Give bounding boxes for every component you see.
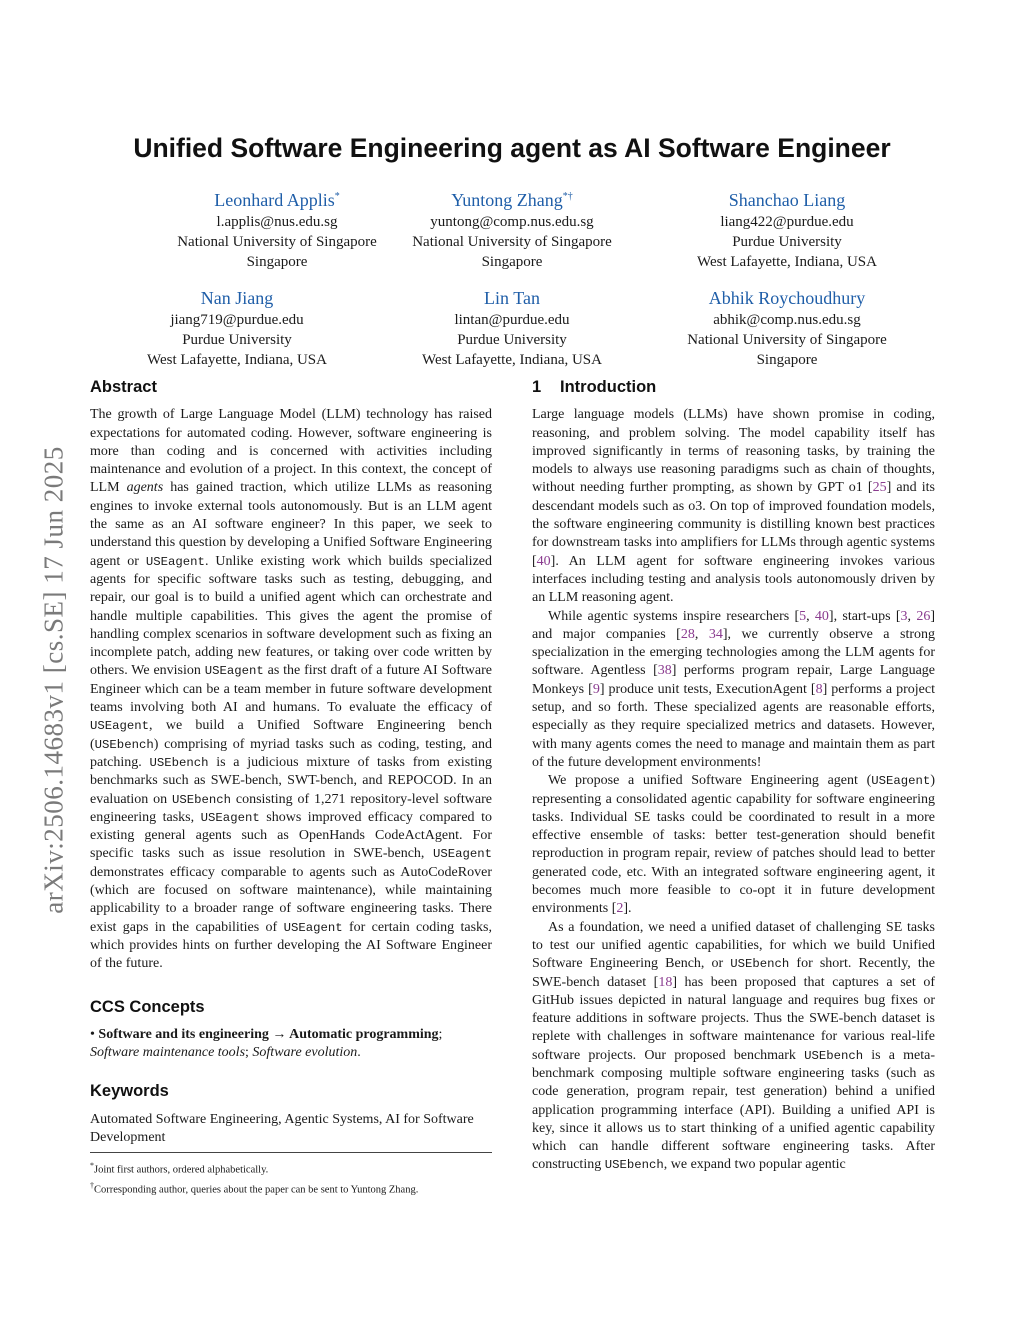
keywords-heading: Keywords <box>90 1082 169 1101</box>
keywords-text: Automated Software Engineering, Agentic Systems, AI for Software Development <box>90 1111 474 1145</box>
author-affiliation: Purdue University <box>457 332 567 348</box>
abstract-heading: Abstract <box>90 378 157 396</box>
author-email[interactable]: abhik@comp.nus.edu.sg <box>713 312 861 328</box>
citation-link[interactable]: 18 <box>658 974 673 990</box>
author-email[interactable]: jiang719@purdue.edu <box>170 312 304 328</box>
intro-paragraph: As a foundation, we need a unified dataset of challenging SE tasks to test our unified agentic capabilities, for which we build Unified Software Engineering Bench, or USEbench for short. Recently, the SWE-bench dataset [18] has been proposed that captures a set of GitHub issues depicted in natural language and requires bug fixes or feature additions in software projects. Thus the SWE-bench dataset is replete with challenges in software maintenance for various real-life software projects. Our proposed benchmark USEbench is a meta-benchmark composing multiple software engineering tasks (such as code generation, program repair, test generation) behind a unified application programming interface (API). Building a unified API is key, since it allows us to start thinking of a unified agentic capability which can handle different software engineering tasks. After constructing USEbench, we expand two popular agentic <box>532 919 936 1173</box>
author-name[interactable]: Yuntong Zhang*† <box>451 190 573 210</box>
author-location: Singapore <box>481 254 543 270</box>
abstract-text: The growth of Large Language Model (LLM) technology has raised expectations for automated coding. However, software engineering is more than coding and is concerned with activities including maintenance and evolution of a project. In this context, the concept of LLM agents has gained traction, which utilize LLMs as reasoning engines to invoke external tools autonomously. But is an LLM agent the same as an AI software engineer? In this paper, we seek to understand this question by developing a Unified Software Engineering agent or USEagent. Unlike existing work which builds specialized agents for specific software tasks such as testing, debugging, and repair, our goal is to build a unified agent which can orchestrate and handle multiple capabilities. This gives the agent the promise of handling complex scenarios in software development such as fixing an incomplete patch, adding new features, or taking over code written by others. We envision USEagent as the first draft of a future AI Software Engineer which can be a team member in future software development teams involving both AI and humans. To evaluate the efficacy of USEagent, we build a Unified Software Engineering bench (USEbench) comprising of myriad tasks such as coding, testing, and patching. USEbench is a judicious mixture of tasks from existing benchmarks such as SWE-bench, SWT-bench, and REPOCOD. In an evaluation on USEbench consisting of 1,271 repository-level software engineering tasks, USEagent shows improved efficacy compared to existing general agents such as OpenHands CodeActAgent. For specific tasks such as issue resolution in SWE-bench, USEagent demonstrates efficacy comparable to agents such as AutoCodeRover (which are focused on software maintenance), while maintaining applicability to a broader range of software engineering tasks. There exist gaps in the capabilities of USEagent for certain coding tasks, which provides hints on further developing the AI Software Engineer of the future. <box>90 407 493 972</box>
author-block <box>362 284 662 370</box>
intro-paragraph: We propose a unified Software Engineering agent (USEagent) representing a consolidated agentic capability for software engineering tasks. Individual SE tasks could be coordinated to result in a more effective ensemble of tasks: better test-generation should benefit reproduction in program repair, review of patches should lead to better generated code, etc. With an integrated software engineering agent, it becomes much more feasible to co-opt it in future development environments [2]. <box>532 773 935 917</box>
author-block <box>87 284 387 370</box>
citation-link[interactable]: 3 <box>900 608 908 624</box>
author-email[interactable]: l.applis@nus.edu.sg <box>216 214 338 230</box>
introduction-heading: 1 Introduction <box>532 378 657 396</box>
author-email[interactable]: yuntong@comp.nus.edu.sg <box>430 214 594 230</box>
author-email[interactable]: liang422@purdue.edu <box>720 214 854 230</box>
citation-link[interactable]: 40 <box>814 608 829 624</box>
citation-link[interactable]: 40 <box>536 553 551 569</box>
citation-link[interactable]: 34 <box>708 626 723 642</box>
author-affiliation: National University of Singapore <box>687 332 887 348</box>
citation-link[interactable]: 38 <box>657 663 672 679</box>
citation-link[interactable]: 5 <box>799 608 807 624</box>
ccs-heading: CCS Concepts <box>90 997 205 1016</box>
author-affiliation: National University of Singapore <box>177 234 377 250</box>
author-location: West Lafayette, Indiana, USA <box>147 352 327 368</box>
citation-link[interactable]: 9 <box>592 681 600 697</box>
author-name[interactable]: Shanchao Liang <box>728 190 846 210</box>
arxiv-identifier: arXiv:2506.14683v1 [cs.SE] 17 Jun 2025 <box>38 446 69 914</box>
ccs-concepts: • Software and its engineering → Automatic programming; Software maintenance tools; Software evolution. <box>90 1026 443 1061</box>
citation-link[interactable]: 25 <box>872 480 887 496</box>
footnotes <box>90 1158 500 1197</box>
author-affiliation: National University of Singapore <box>412 234 612 250</box>
author-location: Singapore <box>756 352 818 368</box>
author-location: Singapore <box>246 254 308 270</box>
author-name[interactable]: Lin Tan <box>484 288 540 308</box>
citation-link[interactable]: 8 <box>815 681 823 697</box>
paper-title: Unified Software Engineering agent as AI Software Engineer <box>133 133 891 163</box>
footnote: †Corresponding author, queries about the paper can be sent to Yuntong Zhang. <box>90 1180 419 1195</box>
author-block <box>362 186 662 272</box>
author-email[interactable]: lintan@purdue.edu <box>454 312 570 328</box>
author-name[interactable]: Leonhard Applis* <box>214 190 340 210</box>
author-block <box>637 284 937 370</box>
author-location: West Lafayette, Indiana, USA <box>697 254 877 270</box>
citation-link[interactable]: 26 <box>916 608 931 624</box>
author-block <box>637 186 937 272</box>
left-column <box>90 378 492 1147</box>
author-name[interactable]: Abhik Roychoudhury <box>708 288 866 308</box>
author-name[interactable]: Nan Jiang <box>200 288 274 308</box>
intro-paragraph: Large language models (LLMs) have shown promise in coding, reasoning, and problem solving. The model capability itself has improved significantly in terms of reasoning tasks, by training the models to always use reasoning paradigms such as chain of thoughts, without needing further prompting, as shown by GPT o1 [25] and its descendant models such as o3. On top of improved foundation models, the software engineering community is distilling known best practices for downstream tasks into amplifiers for LLMs through agentic systems [40]. An LLM agent for software engineering invokes various interfaces including testing and analysis tools autonomously driven by an LLM reasoning agent. <box>532 407 935 606</box>
right-column <box>532 378 935 1175</box>
author-affiliation: Purdue University <box>182 332 292 348</box>
footnote-divider <box>90 1152 492 1153</box>
citation-link[interactable]: 28 <box>680 626 695 642</box>
citation-link[interactable]: 2 <box>616 901 624 917</box>
intro-paragraph: While agentic systems inspire researchers [5, 40], start-ups [3, 26] and major companies [28, 34], we currently observe a strong specialization in the emerging technologies among the LLM agents for software. Agentless [38] performs program repair, Large Language Monkeys [9] produce unit tests, ExecutionAgent [8] performs a project setup, and so forth. These specialized agents are reasonable efforts, especially as they require specialized metrics and datasets. However, with many agents comes the need to manage and maintain them as part of the future development environments! <box>532 608 936 770</box>
author-location: West Lafayette, Indiana, USA <box>422 352 602 368</box>
footnote: *Joint first authors, ordered alphabetically. <box>90 1161 269 1176</box>
author-affiliation: Purdue University <box>732 234 842 250</box>
